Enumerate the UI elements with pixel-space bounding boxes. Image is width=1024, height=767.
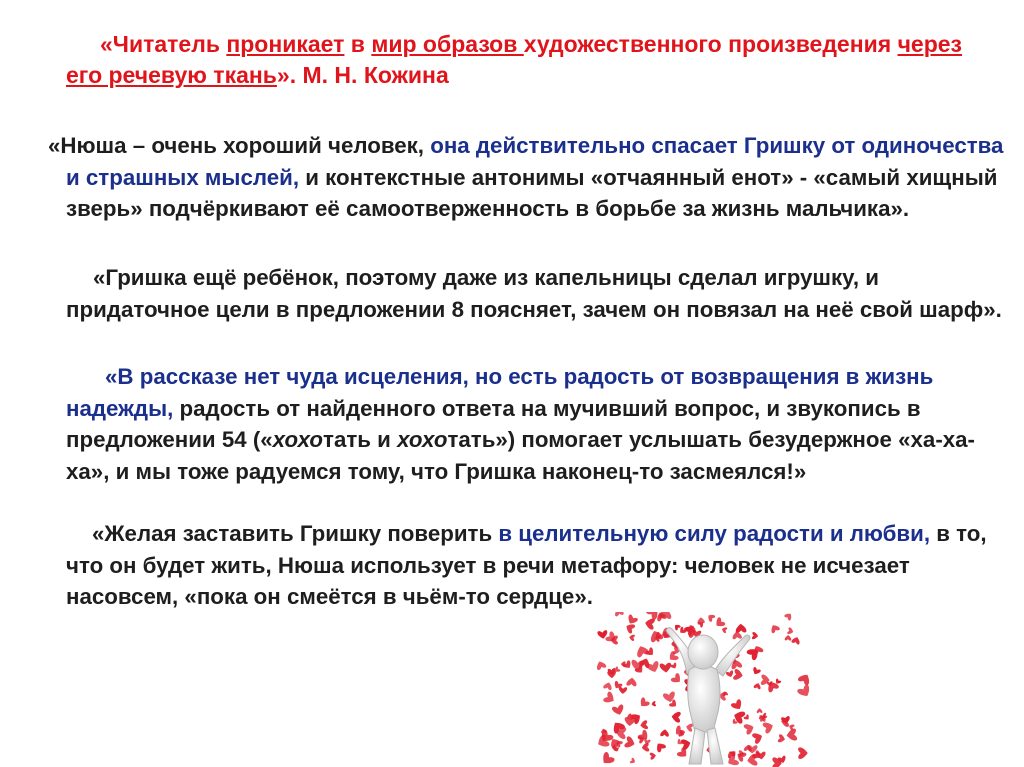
heart-icon bbox=[744, 744, 753, 751]
heart-icon bbox=[651, 701, 656, 707]
heart-icon bbox=[629, 634, 635, 641]
heart-icon bbox=[612, 704, 626, 716]
paragraph-3-text-c: тать») помогает услышать безудержное «ха-ха-ха», и мы тоже радуемся тому, что Гришка наконец-то засмеялся!» bbox=[66, 427, 975, 484]
heart-icon bbox=[778, 734, 786, 743]
heart-icon bbox=[599, 751, 615, 767]
epigraph-quote bbox=[66, 29, 966, 91]
heart-icon bbox=[706, 613, 716, 623]
paragraph-4-text-b: в то, что он будет жить, Нюша использует в речи метафору: человек не исчезает насовсем, «пока он смеётся в чьём-то сердце». bbox=[66, 521, 987, 609]
heart-icon bbox=[643, 738, 650, 745]
heart-icon bbox=[762, 720, 775, 734]
heart-icon bbox=[626, 677, 637, 686]
heart-icon bbox=[757, 708, 763, 713]
paragraph-1-text-b: и контекстные антонимы «отчаянный енот» - «самый хищный зверь» подчёркивают её самоотверженность в борьбе за жизнь мальчика». bbox=[66, 164, 998, 221]
paragraph-4-text-a: «Желая заставить Гришку поверить bbox=[92, 521, 499, 546]
heart-icon bbox=[638, 697, 651, 710]
heart-icon bbox=[725, 753, 739, 767]
heart-icon bbox=[797, 672, 810, 686]
heart-icon bbox=[641, 743, 649, 752]
heart-icon bbox=[781, 716, 791, 725]
epigraph-text-3: художественного произведения bbox=[523, 31, 898, 57]
heart-icon bbox=[635, 644, 650, 658]
epigraph-open: «Читатель bbox=[100, 31, 227, 57]
heart-icon bbox=[733, 669, 744, 681]
paragraph-3-highlight: «В рассказе нет чуда исцеления, но есть радость от возвращения в жизнь надежды, bbox=[66, 364, 934, 421]
epigraph-author: ». М. Н. Кожина bbox=[276, 62, 449, 88]
paragraph-3-text-b: тать и bbox=[323, 427, 398, 452]
heart-icon bbox=[650, 752, 657, 760]
heart-icon bbox=[670, 662, 678, 670]
paragraph-1 bbox=[48, 130, 1016, 225]
epigraph-underline-1: проникает bbox=[226, 31, 345, 57]
heart-icon bbox=[735, 624, 746, 633]
paragraph-1-highlight: она действительно спасает Гришку от одиночества и страшных мыслей, bbox=[66, 133, 1004, 190]
heart-icon bbox=[645, 647, 656, 658]
paragraph-3-text-a: радость от найденного ответа на мучивший вопрос, и звукопись в предложении 54 (« bbox=[66, 395, 921, 452]
heart-icon bbox=[654, 741, 667, 753]
heart-icon bbox=[603, 691, 617, 706]
paragraph-3-italic-1: хохо bbox=[272, 427, 324, 452]
heart-icon bbox=[752, 632, 759, 640]
heart-icon bbox=[685, 723, 693, 732]
paragraph-2 bbox=[66, 262, 1016, 325]
heart-icon bbox=[713, 617, 726, 630]
heart-icon bbox=[753, 682, 761, 689]
heart-icon bbox=[798, 747, 808, 759]
paragraph-4-highlight: в целительную силу радости и любви, bbox=[498, 521, 931, 546]
paragraph-4 bbox=[66, 518, 1016, 613]
heart-icon bbox=[797, 684, 810, 699]
epigraph-text-2: в bbox=[344, 31, 372, 57]
heart-icon bbox=[670, 672, 683, 685]
heart-icon bbox=[791, 636, 801, 645]
heart-icon bbox=[676, 747, 689, 760]
heart-icon bbox=[619, 687, 628, 694]
heart-icon bbox=[614, 612, 624, 617]
heart-icon bbox=[624, 736, 636, 750]
heart-icon bbox=[671, 711, 681, 723]
heart-icon bbox=[673, 623, 681, 631]
paragraph-3-italic-2: хохо bbox=[397, 427, 448, 452]
paragraph-2-text: «Гришка ещё ребёнок, поэтому даже из капельницы сделал игрушку, и придаточное цели в предложении 8 поясняет, зачем он повязал на неё свой шарф». bbox=[66, 265, 1002, 322]
heart-icon bbox=[660, 729, 669, 737]
heart-icon bbox=[659, 663, 671, 674]
heart-icon bbox=[603, 681, 613, 690]
heart-icon bbox=[752, 731, 764, 744]
paragraph-3 bbox=[66, 361, 1016, 487]
heart-icon bbox=[624, 622, 635, 634]
heart-icon bbox=[595, 660, 607, 671]
heart-icon bbox=[787, 627, 794, 635]
heart-icon bbox=[721, 626, 727, 633]
heart-icon bbox=[730, 699, 744, 712]
epigraph-underline-3: через его речевую ткань bbox=[66, 31, 962, 88]
heart-icon bbox=[626, 614, 639, 626]
heart-icon bbox=[786, 728, 798, 741]
heart-icon bbox=[746, 753, 757, 766]
heart-icon bbox=[622, 660, 633, 671]
figure-with-hearts-icon bbox=[595, 612, 810, 767]
heart-icon bbox=[630, 757, 637, 764]
epigraph-underline-2: мир образов bbox=[371, 31, 524, 57]
heart-icon bbox=[743, 722, 755, 735]
paragraph-1-text-a: «Нюша – очень хороший человек, bbox=[48, 133, 431, 158]
heart-icon bbox=[644, 617, 655, 629]
heart-icon bbox=[751, 667, 761, 676]
heart-icon bbox=[769, 623, 780, 634]
heart-icon bbox=[784, 612, 794, 621]
heart-icon bbox=[640, 720, 648, 730]
heart-icon bbox=[785, 635, 792, 641]
